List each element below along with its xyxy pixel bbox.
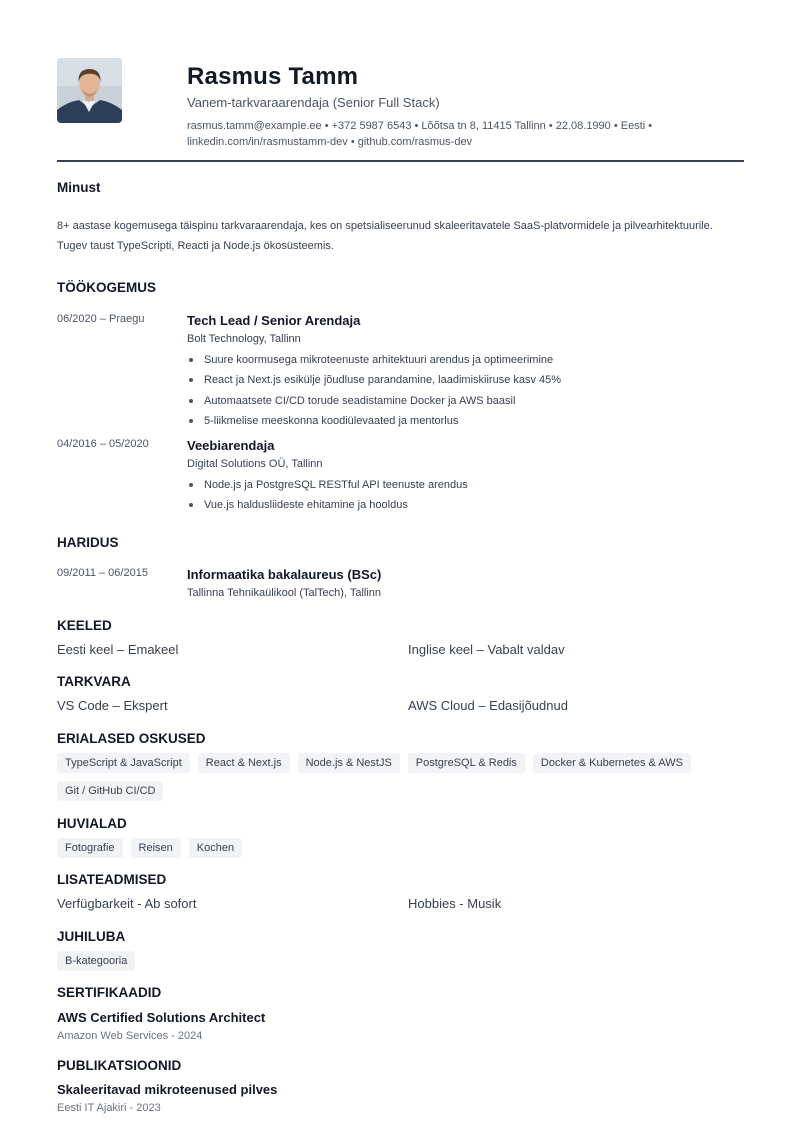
- contact-line: rasmus.tamm@example.ee • +372 5987 6543 • Lõõtsa tn 8, 11415 Tallinn • 22.08.1990 • Eesti •: [187, 120, 653, 132]
- bullet-item: Node.js ja PostgreSQL RESTful API teenuste arendus: [187, 475, 747, 495]
- skill-tag: TypeScript & JavaScript: [57, 753, 190, 773]
- section-title-software: TARKVARA: [57, 674, 131, 689]
- hobbies-tags: [57, 838, 747, 858]
- job-entry: [187, 313, 747, 431]
- section-title-hobbies: HUVIALAD: [57, 816, 127, 831]
- publication-name: Skaleeritavad mikroteenused pilves: [57, 1082, 278, 1097]
- section-title-additional: LISATEADMISED: [57, 872, 167, 887]
- license-tags: [57, 951, 747, 971]
- section-title-experience: TÖÖKOGEMUS: [57, 280, 157, 295]
- skill-tag: Git / GitHub CI/CD: [57, 781, 163, 801]
- hobby-tag: Fotografie: [57, 838, 123, 858]
- hobby-tag: Kochen: [189, 838, 242, 858]
- about-text: 8+ aastase kogemusega täispinu tarkvaraarendaja, kes on spetsialiseerunud skaleeritavatele SaaS-platvormidele ja pilvearhitektuurile. Tugev taust TypeScripti, Reacti ja Node.js ökosüsteemis.: [57, 220, 713, 252]
- job-dates: 04/2016 – 05/2020: [57, 438, 149, 450]
- certificate-name: AWS Certified Solutions Architect: [57, 1010, 266, 1025]
- job-position: Tech Lead / Senior Arendaja: [187, 313, 361, 328]
- job-company: Bolt Technology, Tallinn: [187, 333, 301, 345]
- additional-item: Verfügbarkeit - Ab sofort: [57, 896, 197, 911]
- bullet-item: Automaatsete CI/CD torude seadistamine Docker ja AWS baasil: [187, 391, 747, 411]
- contact-line: linkedin.com/in/rasmustamm-dev • github.com/rasmus-dev: [187, 136, 473, 148]
- education-degree: Informaatika bakalaureus (BSc): [187, 567, 382, 582]
- job-dates: 06/2020 – Praegu: [57, 313, 145, 325]
- section-title-certificates: SERTIFIKAADID: [57, 985, 162, 1000]
- skill-tag: Docker & Kubernetes & AWS: [533, 753, 691, 773]
- profile-photo: [57, 58, 122, 123]
- section-title-license: JUHILUBA: [57, 929, 126, 944]
- education-school: Tallinna Tehnikaülikool (TalTech), Tallinn: [187, 587, 382, 599]
- education-dates: 09/2011 – 06/2015: [57, 567, 148, 579]
- bullet-item: Suure koormusega mikroteenuste arhitektuuri arendus ja optimeerimine: [187, 350, 747, 370]
- cv-header: [57, 58, 744, 162]
- education-entry: [187, 567, 747, 600]
- skill-tag: PostgreSQL & Redis: [408, 753, 525, 773]
- contact-info: [187, 118, 744, 150]
- bullet-item: 5-liikmelise meeskonna koodiülevaated ja mentorlus: [187, 411, 747, 431]
- additional-item: Hobbies - Musik: [408, 896, 502, 911]
- header-text: [187, 62, 744, 150]
- section-title-languages: KEELED: [57, 618, 112, 633]
- avatar: [57, 58, 122, 123]
- hobby-tag: Reisen: [131, 838, 181, 858]
- job-title: Vanem-tarkvaraarendaja (Senior Full Stack): [187, 95, 440, 110]
- full-name: Rasmus Tamm: [187, 63, 359, 90]
- section-title-publications: PUBLIKATSIOONID: [57, 1058, 182, 1073]
- skill-tag: Node.js & NestJS: [298, 753, 400, 773]
- bullet-item: React ja Next.js esikülje jõudluse parandamine, laadimiskiiruse kasv 45%: [187, 370, 747, 390]
- bullet-item: Vue.js haldusliideste ehitamine ja hooldus: [187, 495, 747, 515]
- software-item: AWS Cloud – Edasijõudnud: [408, 698, 568, 713]
- skill-tag: React & Next.js: [198, 753, 290, 773]
- software-item: VS Code – Ekspert: [57, 698, 168, 713]
- job-bullets: [187, 350, 747, 431]
- language-item: Eesti keel – Emakeel: [57, 642, 179, 657]
- section-title-education: HARIDUS: [57, 535, 119, 550]
- skills-tags: [57, 753, 747, 801]
- language-item: Inglise keel – Vabalt valdav: [408, 642, 565, 657]
- job-entry: [187, 438, 747, 516]
- section-title-skills: ERIALASED OSKUSED: [57, 731, 206, 746]
- job-position: Veebiarendaja: [187, 438, 275, 453]
- job-company: Digital Solutions OÜ, Tallinn: [187, 458, 323, 470]
- license-tag: B-kategooria: [57, 951, 135, 971]
- job-bullets: [187, 475, 747, 516]
- section-title-about: Minust: [57, 180, 101, 195]
- publication-source: Eesti IT Ajakiri - 2023: [57, 1102, 161, 1114]
- certificate-issuer: Amazon Web Services - 2024: [57, 1030, 203, 1042]
